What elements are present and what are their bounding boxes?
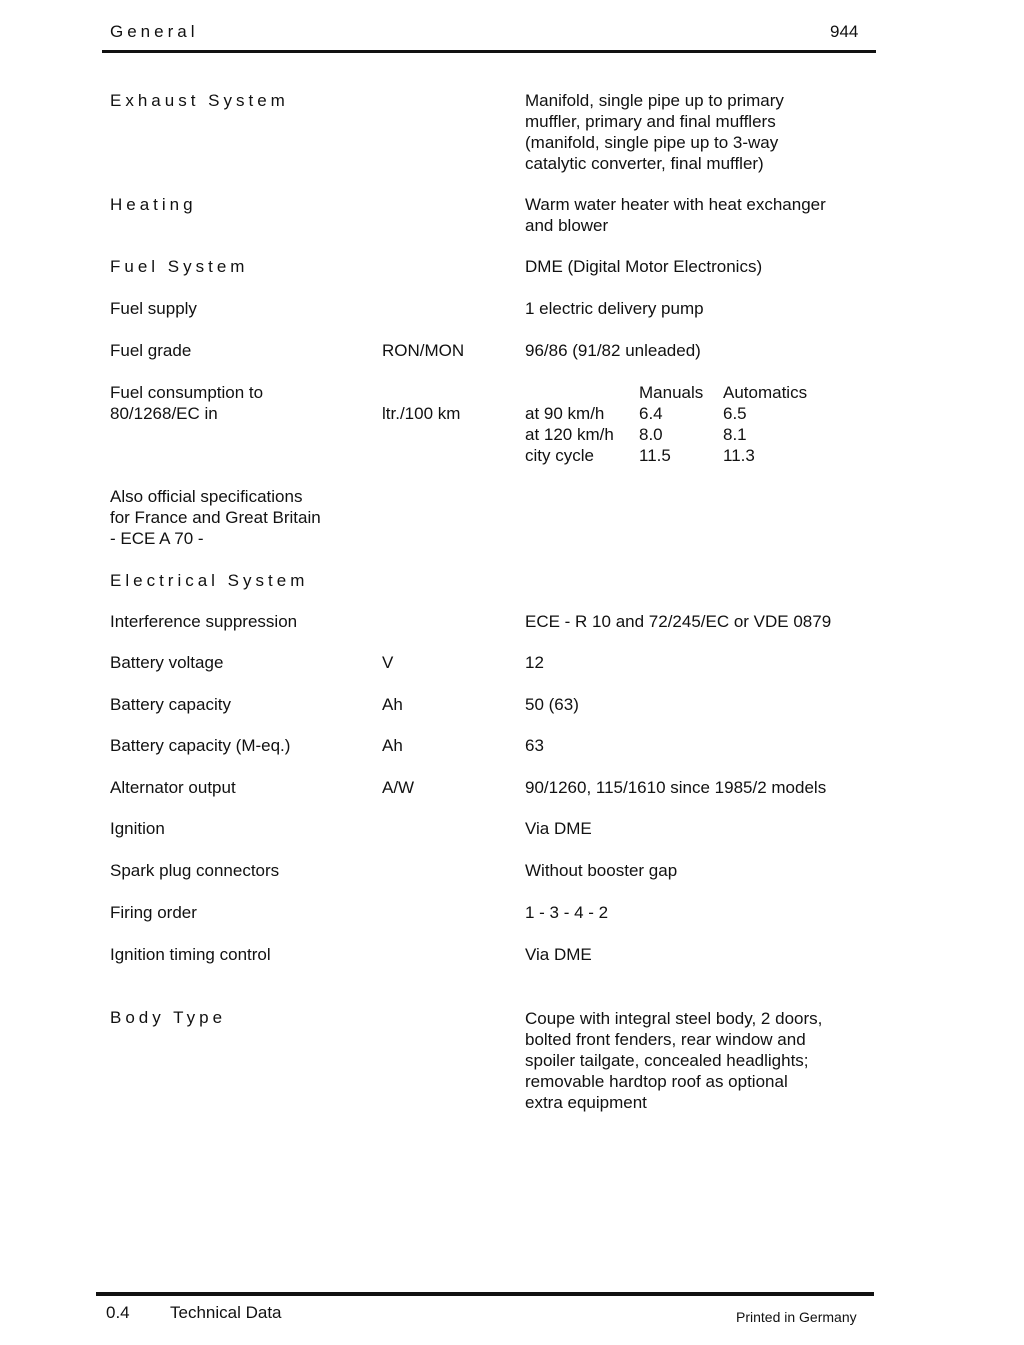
header-model-number: 944 xyxy=(830,22,859,41)
spec-value: 12 xyxy=(525,653,544,672)
spec-unit: Ah xyxy=(382,695,403,714)
note-line: for France and Great Britain xyxy=(110,508,321,527)
heating-line: Warm water heater with heat exchanger xyxy=(525,195,826,214)
table-cell: 11.3 xyxy=(723,446,755,465)
body-line: Coupe with integral steel body, 2 doors, xyxy=(525,1009,823,1028)
exhaust-system-title: Exhaust System xyxy=(110,91,289,110)
heating-title: Heating xyxy=(110,195,197,214)
spec-value: Via DME xyxy=(525,945,592,964)
fuel-consumption-unit: ltr./100 km xyxy=(382,404,461,423)
table-cell: at 90 km/h xyxy=(525,404,605,423)
body-line: bolted front fenders, rear window and xyxy=(525,1030,806,1049)
spec-label: Interference suppression xyxy=(110,612,298,631)
official-specifications-note xyxy=(110,486,321,549)
body-line: removable hardtop roof as optional xyxy=(525,1072,788,1091)
spec-label: Firing order xyxy=(110,903,197,922)
body-line: extra equipment xyxy=(525,1093,647,1112)
table-cell: 11.5 xyxy=(639,446,671,465)
exhaust-line: Manifold, single pipe up to primary xyxy=(525,91,784,110)
fuel-grade-value: 96/86 (91/82 unleaded) xyxy=(525,341,701,360)
exhaust-system-value xyxy=(525,90,784,174)
note-line: - ECE A 70 - xyxy=(110,529,204,548)
fuel-consumption-label-line: Fuel consumption to xyxy=(110,383,264,402)
footer-printed-in: Printed in Germany xyxy=(736,1309,857,1325)
table-row xyxy=(525,445,807,466)
spec-value: 90/1260, 115/1610 since 1985/2 models xyxy=(525,778,827,797)
exhaust-line: muffler, primary and final mufflers xyxy=(525,112,776,131)
note-line: Also official specifications xyxy=(110,487,303,506)
spec-value: Via DME xyxy=(525,819,592,838)
body-line: spoiler tailgate, concealed headlights; xyxy=(525,1051,809,1070)
table-header-cell: Automatics xyxy=(723,383,808,402)
heating-value xyxy=(525,194,826,236)
table-cell: city cycle xyxy=(525,446,594,465)
header-rule xyxy=(102,50,876,53)
fuel-supply-value: 1 electric delivery pump xyxy=(525,299,704,318)
spec-value: Without booster gap xyxy=(525,861,678,880)
table-cell: 8.1 xyxy=(723,425,747,444)
spec-value: 50 (63) xyxy=(525,695,579,714)
fuel-supply-label: Fuel supply xyxy=(110,299,197,318)
heating-line: and blower xyxy=(525,216,609,235)
spec-label: Battery voltage xyxy=(110,653,224,672)
table-row xyxy=(525,424,807,445)
fuel-consumption-label-line: 80/1268/EC in xyxy=(110,404,218,423)
footer-title: Technical Data xyxy=(170,1303,282,1322)
fuel-consumption-table xyxy=(525,382,807,466)
table-header-cell xyxy=(525,382,639,403)
table-row xyxy=(525,403,807,424)
fuel-grade-label: Fuel grade xyxy=(110,341,192,360)
exhaust-line: catalytic converter, final muffler) xyxy=(525,154,764,173)
spec-label: Battery capacity (M-eq.) xyxy=(110,736,291,755)
table-cell: 6.5 xyxy=(723,404,747,423)
spec-value: ECE - R 10 and 72/245/EC or VDE 0879 xyxy=(525,612,832,631)
spec-unit: Ah xyxy=(382,736,403,755)
table-cell: at 120 km/h xyxy=(525,425,614,444)
spec-unit: A/W xyxy=(382,778,415,797)
table-cell: 6.4 xyxy=(639,404,663,423)
fuel-consumption-header-row xyxy=(525,382,807,403)
footer-page-number: 0.4 xyxy=(106,1303,130,1322)
body-type-value xyxy=(525,1008,822,1113)
spec-label: Battery capacity xyxy=(110,695,231,714)
fuel-system-title: Fuel System xyxy=(110,257,249,276)
spec-unit: V xyxy=(382,653,394,672)
spec-label: Ignition timing control xyxy=(110,945,271,964)
body-type-title: Body Type xyxy=(110,1008,227,1027)
spec-value: 63 xyxy=(525,736,544,755)
exhaust-line: (manifold, single pipe up to 3-way xyxy=(525,133,779,152)
electrical-system-title: Electrical System xyxy=(110,571,309,590)
fuel-consumption-label xyxy=(110,382,263,424)
table-cell: 8.0 xyxy=(639,425,663,444)
spec-label: Ignition xyxy=(110,819,165,838)
spec-value: 1 - 3 - 4 - 2 xyxy=(525,903,609,922)
footer-rule xyxy=(96,1292,874,1296)
fuel-system-value: DME (Digital Motor Electronics) xyxy=(525,257,763,276)
header-section-title: General xyxy=(110,22,199,41)
spec-label: Spark plug connectors xyxy=(110,861,280,880)
table-header-cell: Manuals xyxy=(639,383,704,402)
spec-label: Alternator output xyxy=(110,778,236,797)
fuel-grade-unit: RON/MON xyxy=(382,341,465,360)
